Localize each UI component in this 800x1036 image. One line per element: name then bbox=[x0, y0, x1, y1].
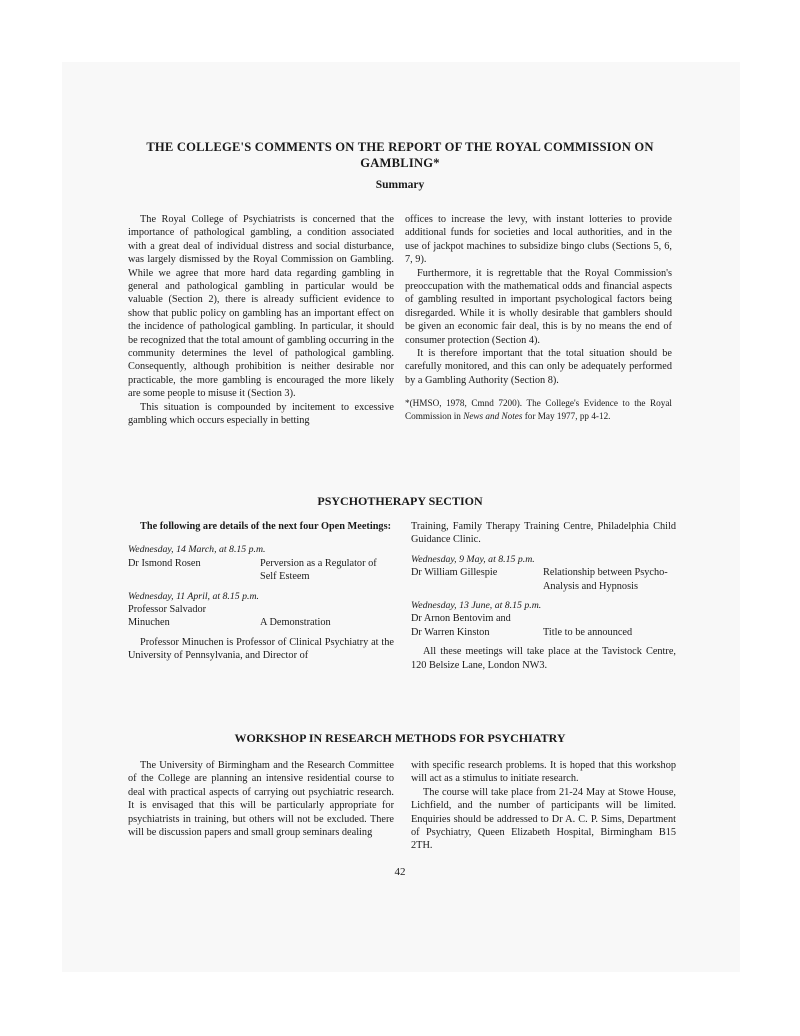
meeting-1 bbox=[128, 543, 394, 583]
meeting-2-topic: A Demonstration bbox=[260, 617, 331, 629]
meeting-4-speaker-cont: Dr Warren Kinston bbox=[411, 626, 490, 638]
meeting-1-speaker: Dr Ismond Rosen bbox=[128, 557, 201, 569]
meeting-3-topic: Relationship between Psycho-Analysis and Hypnosis bbox=[543, 567, 668, 592]
gambling-subtitle: Summary bbox=[375, 179, 425, 191]
meeting-1-date: Wednesday, 14 March, at 8.15 p.m. bbox=[128, 544, 266, 556]
meeting-3 bbox=[411, 553, 676, 593]
gambling-left-paragraph-2: This situation is compounded by incitement to excessive gambling which occurs especially in betting bbox=[128, 401, 394, 427]
gambling-left-paragraph: The Royal College of Psychiatrists is concerned that the importance of pathological gambling, a condition associated with a great deal of individual distress and social disturbance, was largely dismissed by the Royal Commission on Gambling. While we agree that more hard data regarding gambling in general and pathological gambling in particular would be valuable (Section 2), there is already sufficient evidence to show that public policy on gambling has an important effect on the incidence of pathological gambling. In particular, it should be recognized that the total amount of gambling occurring in the community determines the level of pathological gambling. Consequently, although prohibition is neither desirable nor practicable, the more gambling is encouraged the more likely are some people to misuse it (Section 3). bbox=[128, 214, 394, 400]
gambling-right-paragraph-3: It is therefore important that the total situation should be carefully monitored, and this can only be adequately performed by a Gambling Authority (Section 8). bbox=[405, 348, 672, 386]
psychotherapy-title: PSYCHOTHERAPY SECTION bbox=[317, 494, 483, 508]
meeting-1-topic: Perversion as a Regulator of Self Esteem bbox=[260, 557, 377, 583]
meeting-4 bbox=[411, 599, 676, 639]
meeting-2-date: Wednesday, 11 April, at 8.15 p.m. bbox=[128, 590, 259, 602]
psychotherapy-opening: Training, Family Therapy Training Centre, Philadelphia Child Guidance Clinic. bbox=[411, 521, 676, 546]
meeting-2 bbox=[128, 590, 394, 630]
page-number: 42 bbox=[394, 866, 406, 878]
meeting-3-date: Wednesday, 9 May, at 8.15 p.m. bbox=[411, 553, 535, 565]
meeting-2-speaker: Professor Salvador bbox=[128, 604, 207, 616]
meeting-2-speaker-cont: Minuchen bbox=[128, 617, 170, 629]
gambling-left-column bbox=[128, 213, 394, 428]
workshop-right-paragraph-2: The course will take place from 21-24 May at Stowe House, Lichfield, and the number of participants will be limited. Enquiries should be addressed to Dr A. C. P. Sims, Department of Psychiatry, Queen Elizabeth Hospital, Birmingham B15 2TH. bbox=[411, 786, 676, 852]
workshop-left-paragraph: The University of Birmingham and the Research Committee of the College are planning an intensive residential course to deal with practical aspects of carrying out psychiatric research. It is envisaged that this will be particularly appropriate for psychiatrists in training, but others will not be excluded. There will be discussion papers and small group seminars dealing bbox=[128, 760, 394, 839]
meeting-3-speaker: Dr William Gillespie bbox=[411, 567, 498, 579]
gambling-right-paragraph-2: Furthermore, it is regrettable that the Royal Commission's preoccupation with the mathematical odds and financial aspects of gambling resulted in important psychological factors being disregarded. While it is wholly desirable that gamblers should be given an economic fair deal, this is by no means the end of consumer protection (Section 4). bbox=[405, 267, 672, 346]
meeting-4-topic: Title to be announced bbox=[543, 626, 633, 638]
psychotherapy-venue: All these meetings will take place at the Tavistock Centre, 120 Belsize Lane, London NW3. bbox=[411, 646, 676, 671]
workshop-title: WORKSHOP IN RESEARCH METHODS FOR PSYCHIATRY bbox=[234, 731, 566, 745]
psychotherapy-left-column bbox=[128, 520, 394, 663]
gambling-right-paragraph: offices to increase the levy, with instant lotteries to provide additional funds for societies and local authorities, and in the use of jackpot machines to subsidize bingo clubs (Sections 5, 6, 7, 9). bbox=[405, 214, 672, 266]
gambling-right-column bbox=[405, 213, 672, 422]
psychotherapy-closing: Professor Minuchen is Professor of Clinical Psychiatry at the University of Pennsylvania, and Director of bbox=[128, 636, 394, 662]
workshop-left-column bbox=[128, 759, 394, 839]
psychotherapy-right-column bbox=[411, 520, 676, 672]
workshop-right-column bbox=[411, 759, 676, 853]
gambling-title: THE COLLEGE'S COMMENTS ON THE REPORT OF THE ROYAL COMMISSION ON GAMBLING* bbox=[146, 140, 654, 170]
gambling-footnote: *(HMSO, 1978, Cmnd 7200). The College's Evidence to the Royal Commission in News and Notes for May 1977, pp 4-12. bbox=[405, 398, 672, 421]
meeting-4-speaker: Dr Arnon Bentovim and bbox=[411, 613, 511, 625]
meeting-4-date: Wednesday, 13 June, at 8.15 p.m. bbox=[411, 600, 542, 612]
workshop-right-paragraph: with specific research problems. It is hoped that this workshop will act as a stimulus to initiate research. bbox=[411, 760, 676, 785]
psychotherapy-intro: The following are details of the next four Open Meetings: bbox=[140, 521, 392, 532]
